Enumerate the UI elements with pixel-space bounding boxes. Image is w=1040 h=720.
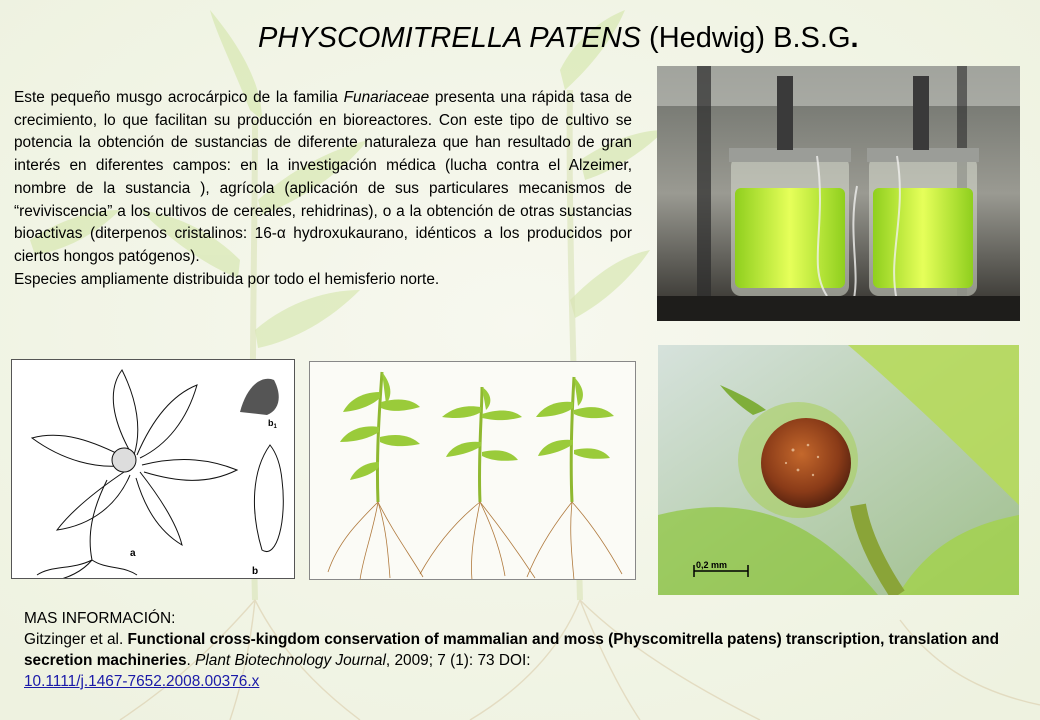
description-text-cont: presenta una rápida tasa de crecimiento, lo que facilitan su producción en bioreactores. Con este tipo de cultivo se potencia la obtención de sustancias de diferente naturaleza que han resultado de gran interés en diferentes campos: en la investigación médica (lucha contra el Alzeimer, nombre de la sustancia ), agrícola (aplicación de sus particulares mecanismos de “reviviscencia” a los cultivos de cereales, rehidrinas), o a la obtención de otras sustancias bioactivas (diterpenos cristalinos: 16-α hydroxukaurano, idénticos a los producidos por ciertos hongos patógenos).	[14, 89, 632, 265]
doi-link[interactable]: 10.1111/j.1467-7652.2008.00376.x	[24, 673, 260, 690]
species-authority: (Hedwig) B.S.G	[641, 22, 851, 54]
moss-plants-photo	[309, 361, 636, 580]
capsule-closeup-photo	[658, 345, 1019, 595]
description-paragraph-2: Especies ampliamente distribuida por todo el hemisferio norte.	[14, 270, 440, 288]
family-name: Funariaceae	[343, 89, 430, 106]
label-b1: $b_1$	[268, 418, 277, 430]
botanical-drawing	[11, 359, 295, 579]
description-text: Este pequeño musgo acrocárpico de la familia	[14, 89, 344, 106]
description-paragraph-1	[14, 87, 632, 269]
label-b: b	[252, 566, 259, 577]
scale-bar-label: 0,2 mm	[696, 560, 728, 570]
reference-journal: Plant Biotechnology Journal	[195, 652, 386, 669]
reference-article-title: Functional cross-kingdom conservation of mammalian and moss (Physcomitrella patens) transcription, translation and secretion machineries	[24, 631, 999, 669]
bioreactor-photo	[657, 66, 1020, 321]
more-info-heading: MAS INFORMACIÓN:	[24, 610, 176, 627]
reference-citation	[24, 629, 1024, 671]
species-description	[14, 87, 632, 291]
page-title	[258, 20, 978, 56]
title-period: .	[850, 22, 859, 54]
more-info-section	[24, 608, 1024, 692]
reference-authors: Gitzinger et al.	[24, 631, 128, 648]
species-name: PHYSCOMITRELLA PATENS	[258, 22, 641, 54]
reference-details: , 2009; 7 (1): 73 DOI:	[385, 652, 531, 669]
label-a: a	[130, 548, 136, 559]
reference-separator: .	[186, 652, 196, 669]
